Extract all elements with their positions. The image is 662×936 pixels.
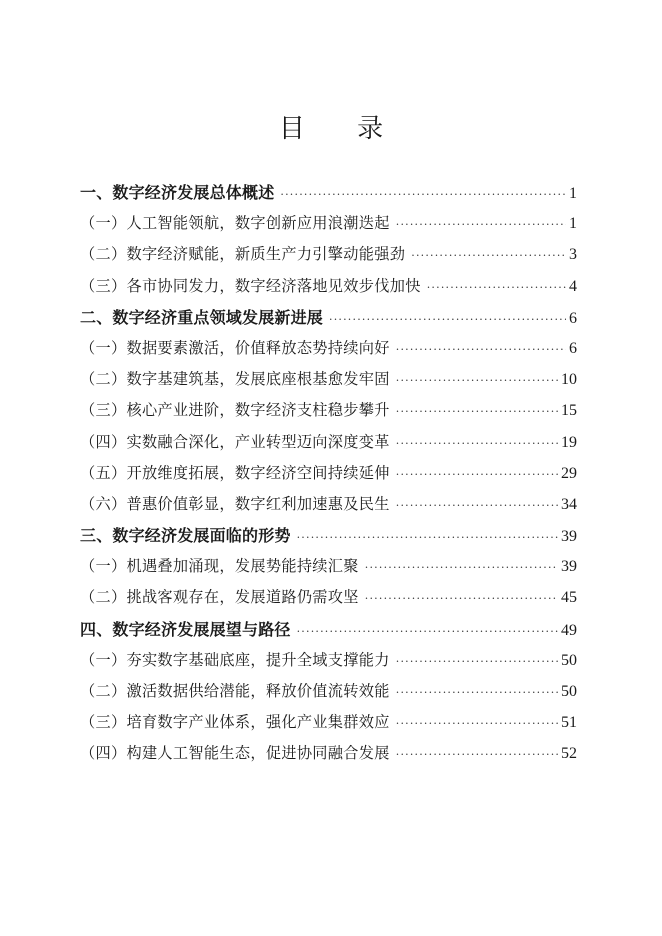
toc-subsection-entry[interactable] bbox=[80, 208, 577, 239]
toc-page-number: 50 bbox=[561, 683, 577, 700]
dot-leader bbox=[396, 459, 558, 490]
toc-page-number: 29 bbox=[561, 464, 577, 482]
toc-subsection-entry[interactable] bbox=[80, 239, 577, 270]
toc-entry-label: （一）夯实数字基础底座，提升全域支撑能力 bbox=[80, 650, 390, 669]
toc-page-number: 39 bbox=[561, 528, 577, 546]
dot-leader bbox=[297, 616, 558, 647]
toc-entry-label: （三）核心产业进阶，数字经济支柱稳步攀升 bbox=[80, 401, 390, 420]
dot-leader bbox=[427, 272, 566, 303]
dot-leader bbox=[365, 583, 558, 614]
dot-leader bbox=[396, 334, 566, 365]
dot-leader bbox=[280, 179, 566, 210]
toc-entry-label: （四）构建人工智能生态，促进协同融合发展 bbox=[80, 744, 390, 763]
dot-leader bbox=[396, 209, 566, 240]
toc-entry-label: （一）数据要素激活，价值释放态势持续向好 bbox=[80, 338, 390, 357]
toc-entry-label: （二）数字经济赋能，新质生产力引擎动能强劲 bbox=[80, 245, 406, 264]
toc-page-number: 6 bbox=[569, 339, 577, 357]
toc-entry-label: （四）实数融合深化，产业转型迈向深度变革 bbox=[80, 432, 390, 451]
toc-page-number: 50 bbox=[561, 651, 577, 669]
dot-leader bbox=[297, 522, 558, 553]
toc-entry-label: 一、数字经济发展总体概述 bbox=[80, 183, 275, 202]
dot-leader bbox=[396, 708, 558, 739]
toc-page-number: 49 bbox=[561, 621, 577, 639]
toc-subsection-entry[interactable] bbox=[80, 271, 577, 302]
dot-leader bbox=[396, 490, 558, 521]
dot-leader bbox=[365, 552, 558, 583]
toc-subsection-entry[interactable] bbox=[80, 364, 577, 395]
toc-page-number: 4 bbox=[569, 277, 577, 295]
toc-subsection-entry[interactable] bbox=[80, 489, 577, 520]
toc-page-number: 45 bbox=[561, 589, 577, 607]
toc-section-entry[interactable] bbox=[80, 177, 577, 208]
toc-entry-label: 三、数字经济发展面临的形势 bbox=[80, 526, 291, 546]
toc-subsection-entry[interactable] bbox=[80, 427, 577, 458]
dot-leader bbox=[329, 304, 566, 335]
toc-section-entry[interactable] bbox=[80, 302, 577, 333]
toc-subsection-entry[interactable] bbox=[80, 738, 577, 769]
toc-entry-label: （二）挑战客观存在，发展道路仍需攻坚 bbox=[80, 588, 359, 607]
toc-page-number: 1 bbox=[569, 215, 577, 233]
toc-section-entry[interactable] bbox=[80, 520, 577, 551]
toc-page-number: 1 bbox=[569, 185, 577, 202]
dot-leader bbox=[396, 677, 558, 708]
toc-page-number: 15 bbox=[561, 402, 577, 420]
toc-entry-label: （六）普惠价值彰显，数字红利加速惠及民生 bbox=[80, 494, 390, 513]
toc-page-number: 51 bbox=[561, 714, 577, 732]
toc-page-number: 39 bbox=[561, 558, 577, 576]
toc-page-number: 34 bbox=[561, 495, 577, 513]
dot-leader bbox=[396, 428, 558, 459]
toc-entry-label: 四、数字经济发展展望与路径 bbox=[80, 619, 291, 639]
toc-subsection-entry[interactable] bbox=[80, 676, 577, 707]
toc-subsection-entry[interactable] bbox=[80, 395, 577, 426]
dot-leader bbox=[396, 646, 558, 677]
dot-leader bbox=[396, 739, 558, 770]
dot-leader bbox=[396, 396, 558, 427]
table-of-contents bbox=[80, 177, 577, 770]
toc-page-number: 10 bbox=[561, 371, 577, 389]
toc-page-number: 6 bbox=[569, 309, 577, 327]
toc-subsection-entry[interactable] bbox=[80, 333, 577, 364]
toc-page-number: 52 bbox=[561, 745, 577, 763]
toc-subsection-entry[interactable] bbox=[80, 582, 577, 613]
toc-page-number: 3 bbox=[569, 246, 577, 264]
dot-leader bbox=[411, 240, 566, 271]
toc-entry-label: （三）各市协同发力，数字经济落地见效步伐加快 bbox=[80, 276, 421, 295]
toc-entry-label: （三）培育数字产业体系，强化产业集群效应 bbox=[80, 713, 390, 732]
toc-entry-label: （五）开放维度拓展，数字经济空间持续延伸 bbox=[80, 463, 390, 482]
toc-subsection-entry[interactable] bbox=[80, 458, 577, 489]
toc-subsection-entry[interactable] bbox=[80, 551, 577, 582]
page-title: 目 录 bbox=[278, 114, 406, 144]
toc-page-number: 19 bbox=[561, 433, 577, 451]
toc-entry-label: （二）激活数据供给潜能，释放价值流转效能 bbox=[80, 682, 390, 700]
toc-entry-label: （一）人工智能领航，数字创新应用浪潮迭起 bbox=[80, 214, 390, 233]
dot-leader bbox=[396, 365, 558, 396]
toc-entry-label: 二、数字经济重点领域发展新进展 bbox=[80, 307, 324, 327]
toc-entry-label: （二）数字基建筑基，发展底座根基愈发牢固 bbox=[80, 370, 390, 389]
toc-subsection-entry[interactable] bbox=[80, 645, 577, 676]
toc-entry-label: （一）机遇叠加涌现，发展势能持续汇聚 bbox=[80, 557, 359, 576]
toc-subsection-entry[interactable] bbox=[80, 707, 577, 738]
toc-section-entry[interactable] bbox=[80, 614, 577, 645]
